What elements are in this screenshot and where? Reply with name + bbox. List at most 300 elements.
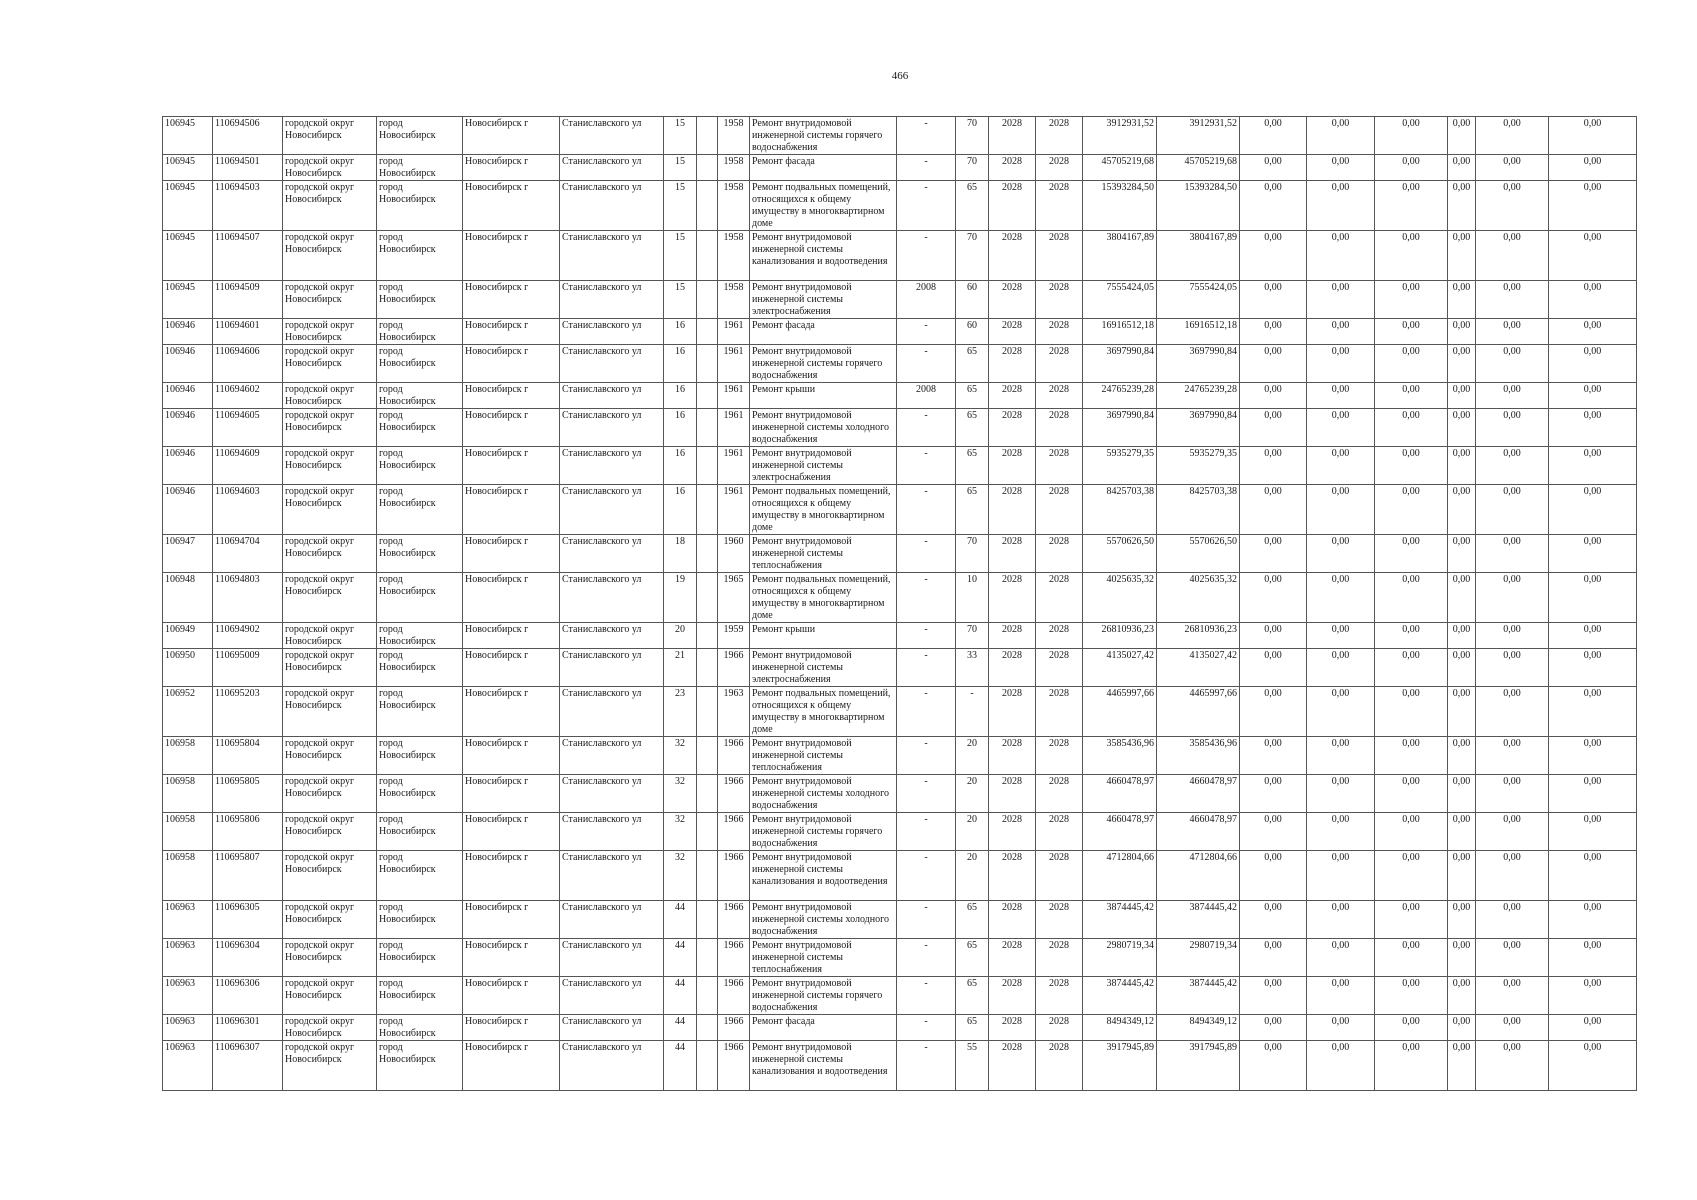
row-last-repair: - xyxy=(897,319,956,345)
row-building xyxy=(697,573,718,623)
row-cost-total: 3912931,52 xyxy=(1083,117,1157,155)
row-year-plan: 2028 xyxy=(989,687,1036,737)
row-fund-5: 0,00 xyxy=(1476,319,1549,345)
row-year-plan: 2028 xyxy=(989,775,1036,813)
row-year: 1961 xyxy=(718,345,750,383)
row-municipality: городской округ Новосибирск xyxy=(283,687,377,737)
row-fund-5: 0,00 xyxy=(1476,737,1549,775)
row-municipality: городской округ Новосибирск xyxy=(283,1015,377,1041)
row-work-type: Ремонт внутридомовой инженерной системы горячего водоснабжения xyxy=(750,813,897,851)
row-code: 106946 xyxy=(163,485,213,535)
row-last-repair: 2008 xyxy=(897,383,956,409)
row-work-type: Ремонт внутридомовой инженерной системы электроснабжения xyxy=(750,649,897,687)
row-building xyxy=(697,1015,718,1041)
row-fund-2: 0,00 xyxy=(1307,1041,1375,1091)
row-work-type: Ремонт крыши xyxy=(750,383,897,409)
row-year: 1958 xyxy=(718,281,750,319)
row-year: 1966 xyxy=(718,977,750,1015)
row-city: Новосибирск г xyxy=(463,737,560,775)
row-city: Новосибирск г xyxy=(463,687,560,737)
row-fund-1: 0,00 xyxy=(1240,687,1307,737)
row-cost-fund: 15393284,50 xyxy=(1157,181,1240,231)
row-cost-total: 15393284,50 xyxy=(1083,181,1157,231)
row-house: 16 xyxy=(664,409,697,447)
row-municipality: городской округ Новосибирск xyxy=(283,1041,377,1091)
row-fund-4: 0,00 xyxy=(1448,737,1476,775)
row-cost-fund: 3697990,84 xyxy=(1157,345,1240,383)
row-fund-1: 0,00 xyxy=(1240,409,1307,447)
row-settlement: город Новосибирск xyxy=(377,851,463,901)
row-fund-3: 0,00 xyxy=(1375,409,1448,447)
row-fund-6: 0,00 xyxy=(1549,1041,1637,1091)
row-municipality: городской округ Новосибирск xyxy=(283,231,377,281)
row-id: 110694603 xyxy=(213,485,283,535)
row-fund-4: 0,00 xyxy=(1448,383,1476,409)
row-building xyxy=(697,181,718,231)
row-building xyxy=(697,1041,718,1091)
row-fund-1: 0,00 xyxy=(1240,181,1307,231)
row-settlement: город Новосибирск xyxy=(377,573,463,623)
row-fund-6: 0,00 xyxy=(1549,117,1637,155)
row-city: Новосибирск г xyxy=(463,775,560,813)
row-last-repair: - xyxy=(897,939,956,977)
row-municipality: городской округ Новосибирск xyxy=(283,383,377,409)
row-year: 1966 xyxy=(718,775,750,813)
row-fund-5: 0,00 xyxy=(1476,535,1549,573)
row-fund-2: 0,00 xyxy=(1307,573,1375,623)
row-fund-1: 0,00 xyxy=(1240,383,1307,409)
row-municipality: городской округ Новосибирск xyxy=(283,409,377,447)
row-settlement: город Новосибирск xyxy=(377,181,463,231)
row-year-plan: 2028 xyxy=(989,939,1036,977)
row-last-repair: - xyxy=(897,447,956,485)
row-fund-1: 0,00 xyxy=(1240,939,1307,977)
row-building xyxy=(697,319,718,345)
row-wear: 60 xyxy=(956,281,989,319)
row-fund-2: 0,00 xyxy=(1307,649,1375,687)
row-house: 19 xyxy=(664,573,697,623)
row-id: 110695203 xyxy=(213,687,283,737)
row-house: 16 xyxy=(664,447,697,485)
row-fund-6: 0,00 xyxy=(1549,977,1637,1015)
row-house: 44 xyxy=(664,901,697,939)
row-fund-4: 0,00 xyxy=(1448,1015,1476,1041)
row-wear: 20 xyxy=(956,775,989,813)
row-municipality: городской округ Новосибирск xyxy=(283,281,377,319)
row-year-fact: 2028 xyxy=(1036,775,1083,813)
row-settlement: город Новосибирск xyxy=(377,623,463,649)
row-cost-fund: 3697990,84 xyxy=(1157,409,1240,447)
row-fund-1: 0,00 xyxy=(1240,901,1307,939)
row-fund-3: 0,00 xyxy=(1375,623,1448,649)
row-work-type: Ремонт внутридомовой инженерной системы горячего водоснабжения xyxy=(750,117,897,155)
row-fund-5: 0,00 xyxy=(1476,181,1549,231)
row-work-type: Ремонт подвальных помещений, относящихся к общему имуществу в многоквартирном доме xyxy=(750,573,897,623)
row-cost-fund: 24765239,28 xyxy=(1157,383,1240,409)
row-fund-6: 0,00 xyxy=(1549,687,1637,737)
row-building xyxy=(697,851,718,901)
row-city: Новосибирск г xyxy=(463,535,560,573)
row-cost-fund: 7555424,05 xyxy=(1157,281,1240,319)
row-id: 110694506 xyxy=(213,117,283,155)
row-fund-4: 0,00 xyxy=(1448,813,1476,851)
row-code: 106945 xyxy=(163,181,213,231)
row-street: Станиславского ул xyxy=(560,813,664,851)
row-code: 106963 xyxy=(163,1041,213,1091)
row-fund-1: 0,00 xyxy=(1240,117,1307,155)
table-row xyxy=(163,231,1637,281)
row-year-fact: 2028 xyxy=(1036,319,1083,345)
row-fund-5: 0,00 xyxy=(1476,687,1549,737)
row-year-fact: 2028 xyxy=(1036,851,1083,901)
row-fund-2: 0,00 xyxy=(1307,181,1375,231)
row-street: Станиславского ул xyxy=(560,737,664,775)
row-municipality: городской округ Новосибирск xyxy=(283,851,377,901)
row-cost-fund: 3917945,89 xyxy=(1157,1041,1240,1091)
row-code: 106946 xyxy=(163,345,213,383)
table-row xyxy=(163,117,1637,155)
row-last-repair: - xyxy=(897,775,956,813)
row-last-repair: - xyxy=(897,409,956,447)
row-house: 20 xyxy=(664,623,697,649)
row-year: 1966 xyxy=(718,1041,750,1091)
row-last-repair: - xyxy=(897,1041,956,1091)
row-id: 110695805 xyxy=(213,775,283,813)
row-year-plan: 2028 xyxy=(989,1041,1036,1091)
row-id: 110694501 xyxy=(213,155,283,181)
row-fund-1: 0,00 xyxy=(1240,977,1307,1015)
row-id: 110694605 xyxy=(213,409,283,447)
row-fund-5: 0,00 xyxy=(1476,383,1549,409)
row-fund-6: 0,00 xyxy=(1549,775,1637,813)
row-cost-fund: 4660478,97 xyxy=(1157,775,1240,813)
row-house: 32 xyxy=(664,851,697,901)
row-id: 110694609 xyxy=(213,447,283,485)
row-fund-5: 0,00 xyxy=(1476,901,1549,939)
row-fund-5: 0,00 xyxy=(1476,485,1549,535)
row-work-type: Ремонт подвальных помещений, относящихся к общему имуществу в многоквартирном доме xyxy=(750,485,897,535)
row-street: Станиславского ул xyxy=(560,977,664,1015)
row-building xyxy=(697,281,718,319)
row-fund-5: 0,00 xyxy=(1476,117,1549,155)
row-fund-4: 0,00 xyxy=(1448,775,1476,813)
row-fund-3: 0,00 xyxy=(1375,535,1448,573)
table-row xyxy=(163,623,1637,649)
row-fund-4: 0,00 xyxy=(1448,319,1476,345)
row-fund-5: 0,00 xyxy=(1476,623,1549,649)
table-row xyxy=(163,573,1637,623)
row-cost-total: 3697990,84 xyxy=(1083,345,1157,383)
row-year-plan: 2028 xyxy=(989,181,1036,231)
row-code: 106949 xyxy=(163,623,213,649)
row-work-type: Ремонт крыши xyxy=(750,623,897,649)
row-fund-2: 0,00 xyxy=(1307,623,1375,649)
row-fund-2: 0,00 xyxy=(1307,687,1375,737)
row-fund-6: 0,00 xyxy=(1549,623,1637,649)
row-building xyxy=(697,535,718,573)
row-wear: 65 xyxy=(956,901,989,939)
row-id: 110695804 xyxy=(213,737,283,775)
row-settlement: город Новосибирск xyxy=(377,939,463,977)
row-settlement: город Новосибирск xyxy=(377,813,463,851)
row-cost-fund: 8494349,12 xyxy=(1157,1015,1240,1041)
row-cost-fund: 3912931,52 xyxy=(1157,117,1240,155)
row-municipality: городской округ Новосибирск xyxy=(283,737,377,775)
row-wear: 70 xyxy=(956,231,989,281)
row-fund-1: 0,00 xyxy=(1240,623,1307,649)
row-municipality: городской округ Новосибирск xyxy=(283,345,377,383)
row-city: Новосибирск г xyxy=(463,447,560,485)
row-building xyxy=(697,485,718,535)
row-fund-5: 0,00 xyxy=(1476,155,1549,181)
row-cost-fund: 3874445,42 xyxy=(1157,977,1240,1015)
row-code: 106963 xyxy=(163,1015,213,1041)
row-fund-3: 0,00 xyxy=(1375,573,1448,623)
row-last-repair: - xyxy=(897,737,956,775)
row-fund-3: 0,00 xyxy=(1375,281,1448,319)
row-id: 110696305 xyxy=(213,901,283,939)
row-city: Новосибирск г xyxy=(463,573,560,623)
row-fund-1: 0,00 xyxy=(1240,775,1307,813)
row-cost-total: 3585436,96 xyxy=(1083,737,1157,775)
row-fund-2: 0,00 xyxy=(1307,535,1375,573)
row-settlement: город Новосибирск xyxy=(377,775,463,813)
row-id: 110694507 xyxy=(213,231,283,281)
row-id: 110694606 xyxy=(213,345,283,383)
row-wear: - xyxy=(956,687,989,737)
row-code: 106958 xyxy=(163,813,213,851)
row-settlement: город Новосибирск xyxy=(377,155,463,181)
row-building xyxy=(697,737,718,775)
row-settlement: город Новосибирск xyxy=(377,485,463,535)
row-fund-6: 0,00 xyxy=(1549,447,1637,485)
row-code: 106963 xyxy=(163,901,213,939)
row-wear: 20 xyxy=(956,737,989,775)
row-city: Новосибирск г xyxy=(463,319,560,345)
table-row xyxy=(163,1015,1637,1041)
row-settlement: город Новосибирск xyxy=(377,117,463,155)
row-fund-1: 0,00 xyxy=(1240,851,1307,901)
row-building xyxy=(697,447,718,485)
row-house: 44 xyxy=(664,1041,697,1091)
row-year: 1961 xyxy=(718,319,750,345)
row-fund-4: 0,00 xyxy=(1448,939,1476,977)
row-fund-6: 0,00 xyxy=(1549,939,1637,977)
row-year-plan: 2028 xyxy=(989,281,1036,319)
row-house: 32 xyxy=(664,775,697,813)
page-number: 466 xyxy=(891,70,909,82)
row-id: 110694902 xyxy=(213,623,283,649)
row-house: 15 xyxy=(664,117,697,155)
row-settlement: город Новосибирск xyxy=(377,1041,463,1091)
row-city: Новосибирск г xyxy=(463,181,560,231)
row-settlement: город Новосибирск xyxy=(377,383,463,409)
row-fund-2: 0,00 xyxy=(1307,319,1375,345)
row-settlement: город Новосибирск xyxy=(377,1015,463,1041)
row-work-type: Ремонт внутридомовой инженерной системы холодного водоснабжения xyxy=(750,901,897,939)
row-cost-fund: 45705219,68 xyxy=(1157,155,1240,181)
row-fund-3: 0,00 xyxy=(1375,737,1448,775)
row-fund-6: 0,00 xyxy=(1549,649,1637,687)
row-cost-total: 3874445,42 xyxy=(1083,977,1157,1015)
row-year: 1961 xyxy=(718,409,750,447)
row-street: Станиславского ул xyxy=(560,939,664,977)
row-cost-total: 8494349,12 xyxy=(1083,1015,1157,1041)
row-house: 15 xyxy=(664,281,697,319)
row-last-repair: - xyxy=(897,231,956,281)
row-fund-1: 0,00 xyxy=(1240,1015,1307,1041)
row-year-fact: 2028 xyxy=(1036,649,1083,687)
row-year: 1966 xyxy=(718,813,750,851)
row-last-repair: - xyxy=(897,181,956,231)
row-wear: 60 xyxy=(956,319,989,345)
row-cost-total: 4712804,66 xyxy=(1083,851,1157,901)
row-city: Новосибирск г xyxy=(463,281,560,319)
row-id: 110696301 xyxy=(213,1015,283,1041)
row-fund-3: 0,00 xyxy=(1375,1041,1448,1091)
row-year: 1961 xyxy=(718,485,750,535)
row-fund-4: 0,00 xyxy=(1448,409,1476,447)
row-cost-total: 4660478,97 xyxy=(1083,775,1157,813)
row-fund-1: 0,00 xyxy=(1240,345,1307,383)
row-fund-6: 0,00 xyxy=(1549,901,1637,939)
row-wear: 65 xyxy=(956,383,989,409)
row-cost-fund: 4660478,97 xyxy=(1157,813,1240,851)
row-fund-3: 0,00 xyxy=(1375,775,1448,813)
row-fund-1: 0,00 xyxy=(1240,1041,1307,1091)
row-building xyxy=(697,687,718,737)
row-year-fact: 2028 xyxy=(1036,409,1083,447)
row-building xyxy=(697,939,718,977)
row-building xyxy=(697,623,718,649)
row-street: Станиславского ул xyxy=(560,851,664,901)
row-wear: 65 xyxy=(956,1015,989,1041)
row-fund-2: 0,00 xyxy=(1307,939,1375,977)
row-fund-4: 0,00 xyxy=(1448,181,1476,231)
row-fund-5: 0,00 xyxy=(1476,813,1549,851)
row-street: Станиславского ул xyxy=(560,319,664,345)
row-fund-4: 0,00 xyxy=(1448,649,1476,687)
row-fund-4: 0,00 xyxy=(1448,117,1476,155)
row-year: 1963 xyxy=(718,687,750,737)
row-year-fact: 2028 xyxy=(1036,231,1083,281)
row-fund-4: 0,00 xyxy=(1448,851,1476,901)
row-work-type: Ремонт внутридомовой инженерной системы горячего водоснабжения xyxy=(750,977,897,1015)
row-building xyxy=(697,117,718,155)
row-id: 110694704 xyxy=(213,535,283,573)
row-code: 106945 xyxy=(163,281,213,319)
row-fund-5: 0,00 xyxy=(1476,1041,1549,1091)
row-wear: 70 xyxy=(956,535,989,573)
row-fund-6: 0,00 xyxy=(1549,383,1637,409)
row-year-fact: 2028 xyxy=(1036,281,1083,319)
row-code: 106946 xyxy=(163,383,213,409)
row-code: 106945 xyxy=(163,155,213,181)
row-fund-3: 0,00 xyxy=(1375,117,1448,155)
row-last-repair: - xyxy=(897,117,956,155)
table-row xyxy=(163,901,1637,939)
row-year-fact: 2028 xyxy=(1036,1015,1083,1041)
row-fund-6: 0,00 xyxy=(1549,813,1637,851)
row-wear: 20 xyxy=(956,851,989,901)
table-row xyxy=(163,813,1637,851)
row-street: Станиславского ул xyxy=(560,383,664,409)
row-wear: 33 xyxy=(956,649,989,687)
row-fund-3: 0,00 xyxy=(1375,447,1448,485)
row-settlement: город Новосибирск xyxy=(377,977,463,1015)
row-fund-4: 0,00 xyxy=(1448,345,1476,383)
row-fund-3: 0,00 xyxy=(1375,345,1448,383)
row-fund-2: 0,00 xyxy=(1307,485,1375,535)
row-building xyxy=(697,409,718,447)
row-cost-fund: 5570626,50 xyxy=(1157,535,1240,573)
table-row xyxy=(163,737,1637,775)
row-id: 110694602 xyxy=(213,383,283,409)
row-cost-total: 3874445,42 xyxy=(1083,901,1157,939)
row-fund-1: 0,00 xyxy=(1240,319,1307,345)
row-fund-1: 0,00 xyxy=(1240,155,1307,181)
table-row xyxy=(163,181,1637,231)
row-building xyxy=(697,155,718,181)
row-id: 110694803 xyxy=(213,573,283,623)
row-fund-3: 0,00 xyxy=(1375,813,1448,851)
row-fund-1: 0,00 xyxy=(1240,281,1307,319)
row-last-repair: 2008 xyxy=(897,281,956,319)
row-year-fact: 2028 xyxy=(1036,687,1083,737)
row-year-fact: 2028 xyxy=(1036,447,1083,485)
row-building xyxy=(697,775,718,813)
row-year: 1958 xyxy=(718,181,750,231)
row-fund-2: 0,00 xyxy=(1307,1015,1375,1041)
row-fund-6: 0,00 xyxy=(1549,231,1637,281)
row-year-plan: 2028 xyxy=(989,737,1036,775)
row-code: 106947 xyxy=(163,535,213,573)
row-year-fact: 2028 xyxy=(1036,737,1083,775)
row-work-type: Ремонт фасада xyxy=(750,1015,897,1041)
row-year-plan: 2028 xyxy=(989,155,1036,181)
row-cost-fund: 4135027,42 xyxy=(1157,649,1240,687)
row-year-fact: 2028 xyxy=(1036,623,1083,649)
row-work-type: Ремонт внутридомовой инженерной системы канализования и водоотведения xyxy=(750,231,897,281)
row-settlement: город Новосибирск xyxy=(377,737,463,775)
row-street: Станиславского ул xyxy=(560,447,664,485)
table-row xyxy=(163,851,1637,901)
row-settlement: город Новосибирск xyxy=(377,409,463,447)
row-fund-4: 0,00 xyxy=(1448,281,1476,319)
row-year: 1966 xyxy=(718,1015,750,1041)
row-year-plan: 2028 xyxy=(989,623,1036,649)
row-fund-4: 0,00 xyxy=(1448,447,1476,485)
row-house: 16 xyxy=(664,383,697,409)
row-fund-5: 0,00 xyxy=(1476,345,1549,383)
row-fund-5: 0,00 xyxy=(1476,775,1549,813)
row-fund-6: 0,00 xyxy=(1549,181,1637,231)
row-settlement: город Новосибирск xyxy=(377,447,463,485)
row-fund-6: 0,00 xyxy=(1549,345,1637,383)
row-fund-3: 0,00 xyxy=(1375,155,1448,181)
row-fund-5: 0,00 xyxy=(1476,281,1549,319)
row-fund-6: 0,00 xyxy=(1549,535,1637,573)
row-cost-fund: 4025635,32 xyxy=(1157,573,1240,623)
row-house: 16 xyxy=(664,345,697,383)
row-municipality: городской округ Новосибирск xyxy=(283,155,377,181)
row-street: Станиславского ул xyxy=(560,485,664,535)
row-year-fact: 2028 xyxy=(1036,813,1083,851)
row-cost-fund: 3874445,42 xyxy=(1157,901,1240,939)
row-code: 106945 xyxy=(163,117,213,155)
row-year-fact: 2028 xyxy=(1036,901,1083,939)
row-fund-6: 0,00 xyxy=(1549,485,1637,535)
